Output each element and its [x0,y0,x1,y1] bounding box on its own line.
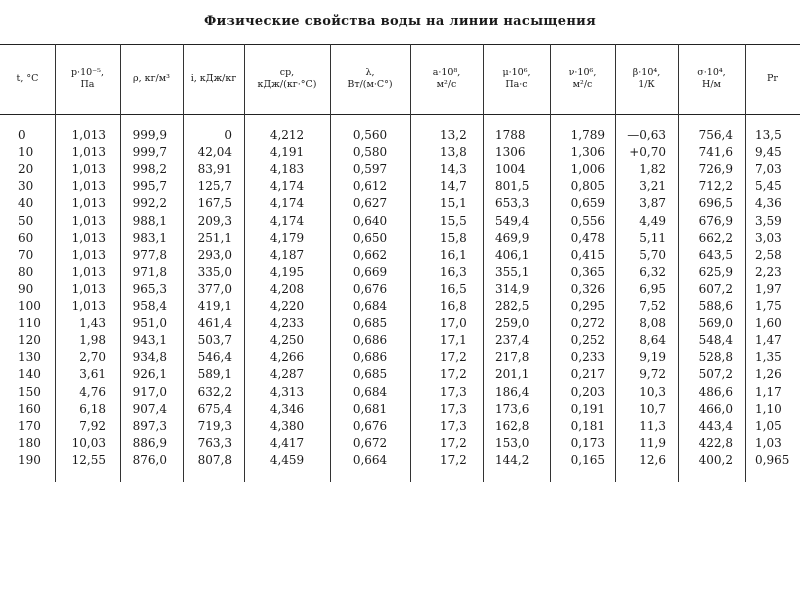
table-cell: 0,627 [352,196,388,211]
table-cell: 1,47 [755,333,782,348]
table-cell: 4,233 [269,316,305,331]
table-cell: 1,013 [71,264,106,279]
table-cell: 355,1 [495,264,530,279]
table-cell: 1,17 [755,384,782,399]
table-cell: 4,174 [269,196,305,211]
table-cell: 0,686 [352,350,388,365]
table-cell: 763,3 [197,435,232,450]
table-cell: 897,3 [132,418,167,433]
table-cell: 0,326 [570,281,605,296]
table-cell: 9,19 [639,350,666,365]
table-cell: 0,597 [352,162,388,177]
table-cell: 7,03 [755,162,782,177]
column-header: Pr [767,73,778,84]
table-cell: 1,013 [71,247,106,262]
table-cell: 20 [18,162,34,177]
table-cell: 50 [18,213,34,228]
table-cell: 5,70 [639,247,666,262]
table-cell: 80 [18,264,34,279]
table-cell: 16,1 [440,247,467,262]
table-cell: 14,7 [440,179,467,194]
table-cell: 1,013 [71,213,106,228]
table-cell: 16,3 [440,264,467,279]
column-header: σ·10⁴, Н/м [697,67,726,90]
table-cell: 999,7 [132,145,167,160]
table-cell: 676,9 [698,213,733,228]
table-cell: 0,676 [352,281,388,296]
table-cell: 1,05 [755,418,782,433]
table-cell: 3,59 [755,213,782,228]
table-cell: 186,4 [495,384,530,399]
table-cell: 4,174 [269,179,305,194]
table-cell: 569,0 [698,316,733,331]
table-cell: 0,252 [570,333,605,348]
table-cell: 1,03 [755,435,782,450]
table-cell: 0,272 [570,316,605,331]
table-cell: 335,0 [197,264,232,279]
table-cell: 958,4 [132,299,167,313]
table-cell: 0,659 [570,196,605,211]
table-cell: 4,266 [269,350,305,365]
column-header: i, кДж/кг [190,73,237,84]
table-cell: 507,2 [698,367,733,382]
table-cell: 419,1 [197,299,232,313]
table-cell: 140 [18,367,41,382]
table-cell: 6,18 [79,401,106,416]
table-cell: 0,295 [570,299,605,313]
table-cell: 173,6 [495,401,530,416]
table-cell: 16,8 [440,299,467,313]
table-cell: 0,233 [570,350,605,365]
table-cell: 756,4 [698,128,733,142]
table-cell: 209,3 [197,213,232,228]
table-cell: 15,5 [440,213,467,228]
table-cell: 549,4 [495,213,530,228]
column-header: a·10⁸, м²/с [432,67,461,90]
table-cell: 589,1 [197,367,232,382]
table-cell: 876,0 [132,452,167,467]
table-cell: 190 [18,452,41,467]
table-cell: 528,8 [698,350,733,365]
table-cell: 40 [18,196,34,211]
column-header: λ, Вт/(м·С°) [347,67,393,90]
table-cell: 0,217 [570,367,605,382]
table-cell: 4,36 [755,196,782,211]
table-cell: 4,417 [269,435,305,450]
table-cell: 1,60 [755,316,782,331]
column-header: ν·10⁶, м²/с [568,67,597,90]
table-cell: 3,61 [79,367,106,382]
table-cell: 0 [224,128,232,142]
table-cell: 0,685 [352,367,388,382]
table-cell: 17,3 [440,418,467,433]
column-header: μ·10⁶, Па·с [502,67,531,90]
table-cell: 1,35 [755,350,782,365]
table-cell: 1,97 [755,281,782,296]
table-cell: 0,556 [570,213,605,228]
table-cell: 4,174 [269,213,305,228]
table-cell: 696,5 [698,196,733,211]
table-cell: 90 [18,281,34,296]
table-cell: 10,3 [639,384,666,399]
table-cell: 0,681 [352,401,388,416]
table-cell: 11,3 [639,418,666,433]
table-cell: 503,7 [197,333,232,348]
table-cell: 643,5 [698,247,733,262]
table-cell: 70 [18,247,34,262]
table-cell: —0,63 [627,128,666,142]
table-cell: 0,580 [352,145,388,160]
table-cell: 120 [18,333,41,348]
table-cell: 0,415 [570,247,605,262]
column-header: t, °C [16,73,39,84]
table-cell: 0,684 [352,384,388,399]
table-cell: 2,58 [755,247,782,262]
table-cell: 2,23 [755,264,782,279]
table-cell: 10,7 [639,401,666,416]
table-cell: 12,55 [71,452,106,467]
table-cell: 170 [18,418,41,433]
table-cell: 675,4 [197,401,232,416]
table-cell: 1,013 [71,230,106,245]
table-cell: 1,789 [570,128,605,142]
table-title: Физические свойства воды на линии насыщения [203,14,597,29]
table-cell: 0,676 [352,418,388,433]
table-cell: 4,183 [269,162,305,177]
table-cell: 13,5 [755,128,782,142]
table-cell: 719,3 [197,418,232,433]
table-cell: 1,013 [71,196,106,211]
table-cell: 5,45 [755,179,782,194]
table-cell: 17,2 [440,435,467,450]
table-cell: 807,8 [197,452,232,467]
table-cell: 4,380 [269,418,305,433]
table-cell: 17,3 [440,401,467,416]
table-cell: 130 [18,350,41,365]
table-cell: 1,013 [71,299,106,313]
table-cell: 3,03 [755,230,782,245]
table-cell: 125,7 [197,179,232,194]
table-cell: 110 [18,316,41,331]
table-cell: 17,0 [440,316,467,331]
table-cell: 16,5 [440,281,467,296]
table-cell: 1,26 [755,367,782,382]
column-header: β·10⁴, 1/К [632,67,661,90]
table-cell: +0,70 [629,145,666,160]
table-cell: 0,365 [570,264,605,279]
table-cell: 6,32 [639,264,666,279]
table-cell: 992,2 [132,196,167,211]
table-cell: 741,6 [698,145,733,160]
table-cell: 10 [18,145,34,160]
table-cell: 1306 [495,145,526,160]
table-cell: 14,3 [440,162,467,177]
table-cell: 406,1 [495,247,530,262]
table-cell: 0,965 [755,452,790,467]
table-cell: 0,686 [352,333,388,348]
table-cell: 4,287 [269,367,305,382]
table-cell: 0,685 [352,316,388,331]
table-cell: 9,45 [755,145,782,160]
table-cell: 712,2 [698,179,733,194]
table-cell: 167,5 [197,196,232,211]
table-cell: 1,013 [71,128,106,142]
table-cell: 4,346 [269,401,305,416]
table-cell: 4,459 [269,452,305,467]
table-cell: 1004 [495,162,526,177]
table-cell: 0,165 [570,452,605,467]
table-cell: 9,72 [639,367,666,382]
table-cell: 1,013 [71,145,106,160]
table-cell: 632,2 [197,384,232,399]
table-cell: 0,684 [352,299,388,313]
table-cell: 6,95 [639,281,666,296]
table-cell: 282,5 [495,299,530,313]
table-cell: 4,195 [269,264,305,279]
table-cell: 926,1 [132,367,167,382]
table-cell: 377,0 [197,281,232,296]
table-cell: 180 [18,435,41,450]
table-cell: 293,0 [197,247,232,262]
table-cell: 0,662 [352,247,388,262]
table-cell: 0,669 [352,264,388,279]
table-cell: 998,2 [132,162,167,177]
table-cell: 42,04 [197,145,232,160]
table-cell: 0,612 [352,179,388,194]
table-cell: 1,013 [71,162,106,177]
table-cell: 983,1 [132,230,167,245]
table-cell: 3,21 [639,179,666,194]
table-cell: 12,6 [639,452,666,467]
column-header: p·10⁻⁵, Па [70,67,105,90]
table-cell: 10,03 [71,435,106,450]
table-cell: 160 [18,401,41,416]
table-cell: 400,2 [698,452,733,467]
column-header: ρ, кг/м³ [133,73,170,84]
table-cell: 0,478 [570,230,605,245]
table-cell: 1,75 [755,299,782,313]
table-cell: 5,11 [639,230,666,245]
table-cell: 466,0 [698,401,733,416]
table-cell: 150 [18,384,41,399]
table-cell: 259,0 [495,316,530,331]
table-cell: 17,1 [440,333,467,348]
table-cell: 153,0 [495,435,530,450]
table-cell: 977,8 [132,247,167,262]
table-cell: 17,2 [440,350,467,365]
table-cell: 4,250 [269,333,305,348]
table-cell: 0,664 [352,452,388,467]
table-cell: 11,9 [639,435,666,450]
table-cell: 0,640 [352,213,388,228]
table-cell: 8,08 [639,316,666,331]
table-cell: 4,212 [269,128,305,142]
table-cell: 144,2 [495,452,530,467]
table-cell: 1,006 [570,162,605,177]
table-cell: 4,208 [269,281,305,296]
table-cell: 965,3 [132,281,167,296]
table-cell: 217,8 [495,350,530,365]
table-cell: 951,0 [132,316,167,331]
table-cell: 971,8 [132,264,167,279]
table-cell: 0,650 [352,230,388,245]
table-cell: 4,49 [639,213,666,228]
table-cell: 588,6 [698,299,733,313]
table-cell: 0,805 [570,179,605,194]
table-cell: 4,179 [269,230,305,245]
table-cell: 3,87 [639,196,666,211]
table-cell: 461,4 [197,316,232,331]
table-cell: 607,2 [698,281,733,296]
table-cell: 943,1 [132,333,167,348]
table-cell: 314,9 [495,281,530,296]
column-header: cp, кДж/(кг·°C) [257,67,317,90]
table-cell: 4,220 [269,299,305,313]
table-cell: 1,43 [79,316,106,331]
table-cell: 30 [18,179,34,194]
table-cell: 1,013 [71,281,106,296]
table-cell: 653,3 [495,196,530,211]
table-cell: 1,82 [639,162,666,177]
table-cell: 1788 [495,128,526,142]
table-cell: 100 [18,299,41,313]
table-cell: 17,2 [440,367,467,382]
table-cell: 4,76 [79,384,106,399]
table-cell: 999,9 [132,128,167,142]
table-cell: 0,560 [352,128,388,142]
table-cell: 934,8 [132,350,167,365]
table-cell: 17,3 [440,384,467,399]
table-cell: 15,1 [440,196,467,211]
table-cell: 801,5 [495,179,530,194]
table-cell: 1,013 [71,179,106,194]
table-cell: 662,2 [698,230,733,245]
table-cell: 486,6 [698,384,733,399]
table-cell: 4,191 [269,145,305,160]
table-cell: 8,64 [639,333,666,348]
table-cell: 15,8 [440,230,467,245]
table-cell: 0,203 [570,384,605,399]
table-cell: 422,8 [698,435,733,450]
table-cell: 726,9 [698,162,733,177]
table-cell: 0,672 [352,435,388,450]
table-cell: 548,4 [698,333,733,348]
table-cell: 251,1 [197,230,232,245]
table-cell: 17,2 [440,452,467,467]
table-cell: 0 [18,128,26,142]
table-cell: 0,191 [570,401,605,416]
table-cell: 995,7 [132,179,167,194]
table-cell: 1,306 [570,145,605,160]
table-cell: 13,8 [440,145,467,160]
table-cell: 1,98 [79,333,106,348]
table-cell: 443,4 [698,418,733,433]
table-cell: 625,9 [698,264,733,279]
table-cell: 4,187 [269,247,305,262]
table-cell: 60 [18,230,34,245]
table-cell: 1,10 [755,401,782,416]
table-cell: 7,92 [79,418,106,433]
table-cell: 469,9 [495,230,530,245]
table-cell: 2,70 [79,350,106,365]
table-cell: 7,52 [639,299,666,313]
table-cell: 546,4 [197,350,232,365]
table-cell: 237,4 [495,333,530,348]
table-cell: 83,91 [197,162,232,177]
table-cell: 13,2 [440,128,467,142]
table-cell: 988,1 [132,213,167,228]
table-cell: 0,181 [570,418,605,433]
table-cell: 201,1 [495,367,530,382]
table-cell: 886,9 [132,435,167,450]
table-cell: 162,8 [495,418,530,433]
table-cell: 0,173 [570,435,605,450]
table-cell: 4,313 [269,384,305,399]
table-cell: 907,4 [132,401,167,416]
table-cell: 917,0 [132,384,167,399]
